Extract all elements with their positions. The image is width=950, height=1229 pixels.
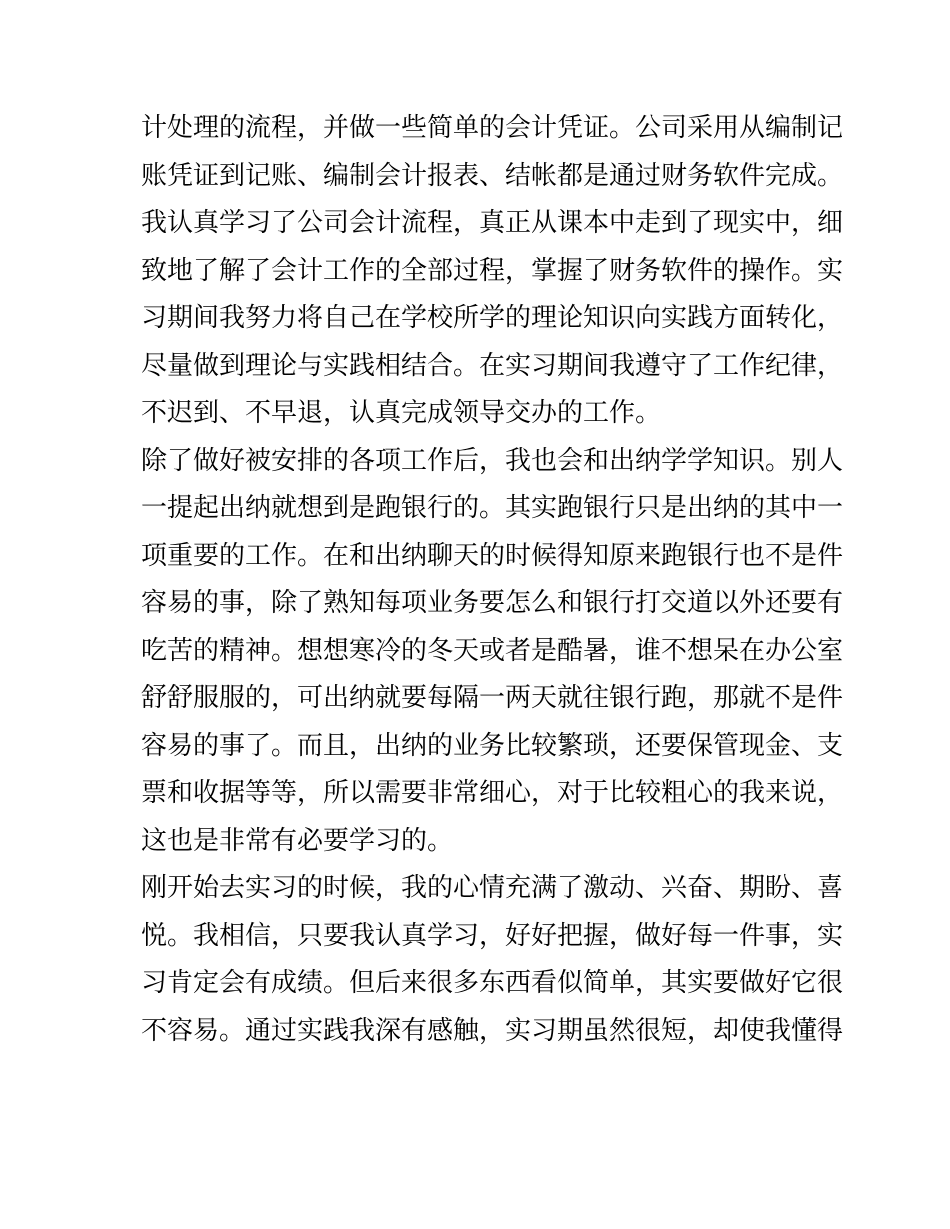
paragraph-1 [141, 105, 844, 438]
text-line: 不容易。通过实践我深有感触，实习期虽然很短，却使我懂得 [141, 1015, 844, 1046]
paragraph-3 [141, 865, 844, 1055]
text-line: 吃苦的精神。想想寒冷的冬天或者是酷暑，谁不想呆在办公室 [141, 635, 844, 666]
text-line: 项重要的工作。在和出纳聊天的时候得知原来跑银行也不是件 [141, 540, 844, 571]
text-line: 舒舒服服的，可出纳就要每隔一两天就往银行跑，那就不是件 [141, 683, 844, 713]
text-line: 刚开始去实习的时候，我的心情充满了激动、兴奋、期盼、喜 [141, 873, 844, 903]
text-line: 账凭证到记账、编制会计报表、结帐都是通过财务软件完成。 [141, 160, 844, 191]
text-line: 票和收据等等，所以需要非常细心，对于比较粗心的我来说， [141, 778, 844, 808]
paragraph-2 [141, 438, 844, 866]
body-text [141, 105, 844, 1055]
text-line: 除了做好被安排的各项工作后，我也会和出纳学学知识。别人 [141, 445, 844, 476]
text-line: 悦。我相信，只要我认真学习，好好把握，做好每一件事，实 [141, 920, 844, 951]
text-line: 计处理的流程，并做一些简单的会计凭证。公司采用从编制记 [141, 113, 844, 143]
text-line: 我认真学习了公司会计流程，真正从课本中走到了现实中，细 [141, 208, 844, 238]
text-line: 习期间我努力将自己在学校所学的理论知识向实践方面转化， [141, 303, 844, 333]
text-line: 尽量做到理论与实践相结合。在实习期间我遵守了工作纪律， [141, 350, 844, 381]
text-line: 这也是非常有必要学习的。 [141, 825, 454, 856]
text-line: 致地了解了会计工作的全部过程，掌握了财务软件的操作。实 [141, 255, 844, 286]
text-line: 容易的事，除了熟知每项业务要怎么和银行打交道以外还要有 [141, 588, 844, 618]
text-line: 习肯定会有成绩。但后来很多东西看似简单，其实要做好它很 [141, 968, 844, 998]
text-line: 不迟到、不早退，认真完成领导交办的工作。 [141, 398, 662, 428]
text-line: 容易的事了。而且，出纳的业务比较繁琐，还要保管现金、支 [141, 730, 844, 761]
text-line: 一提起出纳就想到是跑银行的。其实跑银行只是出纳的其中一 [141, 493, 844, 523]
